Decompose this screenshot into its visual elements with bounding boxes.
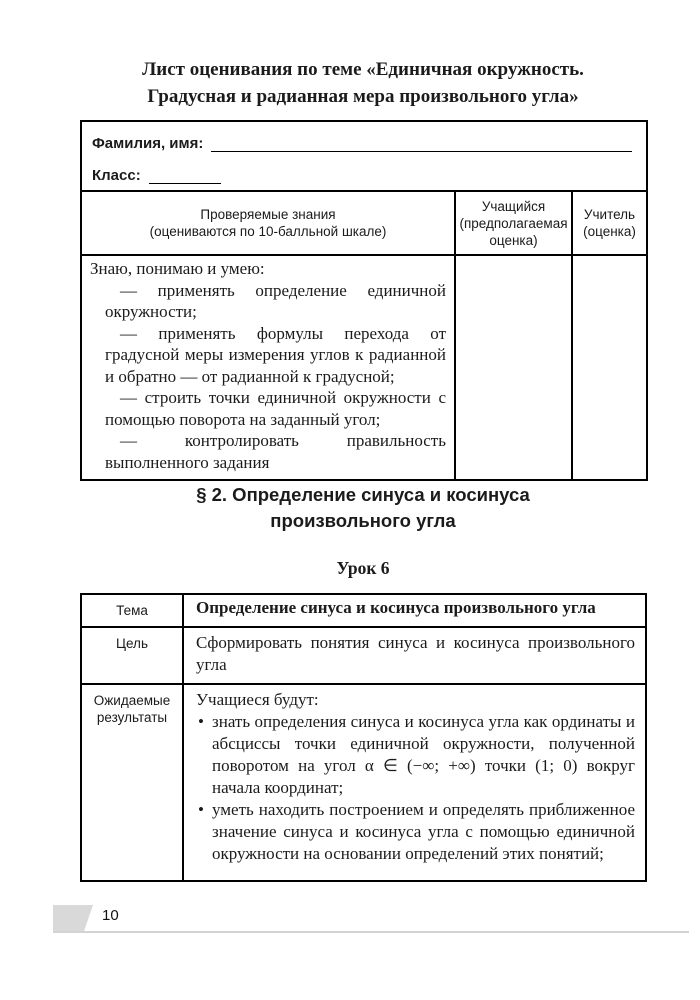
knowledge-item: — применять формулы перехода от градусной меры измерения углов к радианной и обратно — от радианной к градусной; (105, 323, 446, 386)
knowledge-item: — применять определение единичной окружности; (105, 280, 446, 321)
goal-label: Цель (81, 627, 183, 684)
topic-row (81, 594, 646, 627)
name-label: Фамилия, имя: (92, 135, 204, 152)
results-cell (183, 684, 646, 881)
knowledge-item: — контролировать правильность выполненного задания (105, 431, 446, 472)
document-title-line1: Лист оценивания по теме «Единичная окружность. (142, 59, 584, 80)
form-cell (81, 121, 647, 191)
form-row (81, 121, 647, 191)
section-heading-line1: § 2. Определение синуса и косинуса (196, 484, 530, 505)
teacher-column-title: Учитель (583, 207, 636, 222)
topic-label: Тема (81, 594, 183, 627)
document-title (80, 56, 646, 110)
header-row (81, 191, 647, 255)
results-row (81, 684, 646, 881)
teacher-column-header (572, 191, 647, 255)
topic-value: Определение синуса и косинуса произвольного угла (183, 594, 646, 627)
student-score-cell (455, 255, 572, 480)
section-heading (80, 482, 646, 534)
class-field (92, 162, 636, 184)
name-blank-line (211, 135, 632, 152)
student-column-header (455, 191, 572, 255)
knowledge-list-cell (81, 255, 455, 480)
knowledge-column-subtitle: (оцениваются по 10-балльной шкале) (149, 224, 387, 239)
section-heading-line2: произвольного угла (270, 510, 456, 531)
lesson-number: Урок 6 (336, 558, 390, 578)
footer-rule (53, 931, 689, 933)
knowledge-column-header (81, 191, 455, 255)
results-bullet: • знать определения синуса и косинуса угла как ординаты и абсциссы точки единичной окружности, полученной поворотом на угол α ∈ (−∞; +∞) точки (1; 0) вокруг начала координат; (196, 711, 635, 799)
goal-value: Сформировать понятия синуса и косинуса произвольного угла (183, 627, 646, 684)
results-label: Ожидаемые результаты (81, 684, 183, 881)
document-title-line2: Градусная и радианная мера произвольного угла» (147, 86, 579, 107)
footer-page-number: 10 (102, 907, 119, 924)
teacher-score-cell (572, 255, 647, 480)
student-column-subtitle: (предполагаемая оценка) (459, 215, 568, 248)
knowledge-column-title: Проверяемые знания (200, 207, 336, 222)
knowledge-intro: Знаю, понимаю и умею: (90, 259, 265, 278)
lesson-table (80, 593, 647, 882)
results-bullet: • уметь находить построением и определять приближенное значение синуса и косинуса угла с помощью единичной окружности на основании определений этих понятий; (196, 799, 635, 865)
class-label: Класс: (92, 167, 141, 184)
evaluation-sheet-table (80, 120, 648, 481)
knowledge-item: — строить точки единичной окружности с помощью поворота на заданный угол; (105, 388, 446, 429)
goal-row (81, 627, 646, 684)
class-blank-line (149, 167, 221, 184)
name-field (92, 130, 636, 152)
student-column-title: Учащийся (481, 198, 546, 214)
footer-tab-shape (53, 905, 93, 933)
results-intro: Учащиеся будут: (196, 689, 319, 709)
teacher-column-subtitle: (оценка) (583, 224, 636, 239)
knowledge-row (81, 255, 647, 480)
